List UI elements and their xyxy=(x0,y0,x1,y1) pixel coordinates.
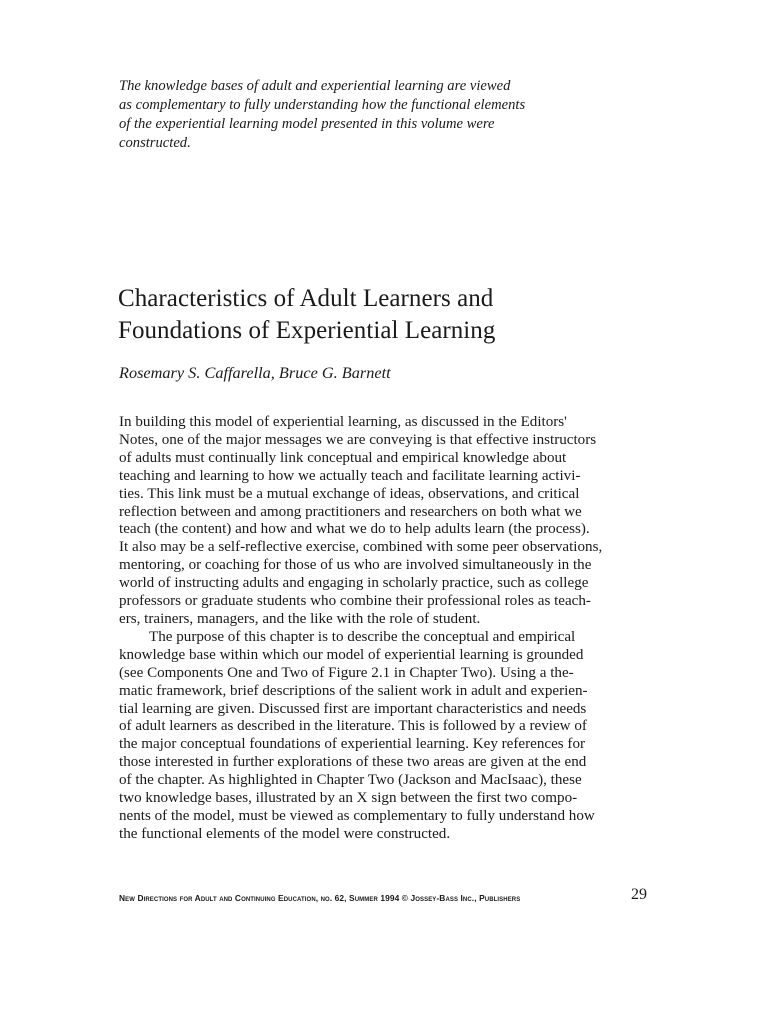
chapter-abstract xyxy=(119,77,579,153)
page-number: 29 xyxy=(631,886,647,903)
body-line: the functional elements of the model were constructed. xyxy=(119,825,451,842)
chapter-title xyxy=(118,283,678,347)
abstract-line: The knowledge bases of adult and experiential learning are viewed xyxy=(119,78,511,94)
body-line: knowledge base within which our model of experiential learning is grounded xyxy=(119,646,584,663)
body-line: ties. This link must be a mutual exchange of ideas, observations, and critical xyxy=(119,485,580,502)
title-line: Foundations of Experiential Learning xyxy=(118,317,496,344)
abstract-line: constructed. xyxy=(119,135,191,151)
journal-citation: New Directions for Adult and Continuing Education, no. 62, Summer 1994 © Jossey-Bass Inc., Publishers xyxy=(119,893,521,903)
body-line: of adults must continually link conceptual and empirical knowledge about xyxy=(119,449,567,466)
body-line: two knowledge bases, illustrated by an X sign between the first two compo- xyxy=(119,790,578,807)
body-line: matic framework, brief descriptions of the salient work in adult and experien- xyxy=(119,682,588,699)
page-footer xyxy=(119,886,659,910)
chapter-body xyxy=(119,414,659,844)
body-line: teach (the content) and how and what we do to help adults learn (the process). xyxy=(119,521,590,538)
body-line: reflection between and among practitioners and researchers on both what we xyxy=(119,503,582,520)
body-line: professors or graduate students who combine their professional roles as teach- xyxy=(119,593,591,610)
body-line: mentoring, or coaching for those of us who are involved simultaneously in the xyxy=(119,557,592,574)
chapter-authors: Rosemary S. Caffarella, Bruce G. Barnett xyxy=(119,363,391,382)
body-line: of adult learners as described in the literature. This is followed by a review of xyxy=(119,718,587,735)
body-line: Notes, one of the major messages we are conveying is that effective instructors xyxy=(119,431,597,448)
abstract-line: of the experiential learning model presented in this volume were xyxy=(119,116,495,132)
body-line: of the chapter. As highlighted in Chapter Two (Jackson and MacIsaac), these xyxy=(119,772,582,789)
body-paragraph-1 xyxy=(119,414,659,629)
body-line: ers, trainers, managers, and the like with the role of student. xyxy=(119,610,481,627)
body-line: the major conceptual foundations of experiential learning. Key references for xyxy=(119,736,586,753)
body-line: teaching and learning to how we actually teach and facilitate learning activi- xyxy=(119,467,581,484)
body-line: tial learning are given. Discussed first are important characteristics and needs xyxy=(119,700,587,717)
abstract-line: as complementary to fully understanding how the functional elements xyxy=(119,97,526,113)
body-paragraph-2 xyxy=(119,629,659,844)
body-line: The purpose of this chapter is to describe the conceptual and empirical xyxy=(149,628,576,645)
body-line: In building this model of experiential learning, as discussed in the Editors' xyxy=(119,414,567,430)
body-line: (see Components One and Two of Figure 2.1 in Chapter Two). Using a the- xyxy=(119,664,574,681)
body-line: nents of the model, must be viewed as complementary to fully understand how xyxy=(119,807,595,824)
title-line: Characteristics of Adult Learners and xyxy=(118,285,494,312)
body-line: those interested in further explorations of these two areas are given at the end xyxy=(119,754,587,771)
body-line: world of instructing adults and engaging in scholarly practice, such as college xyxy=(119,575,589,592)
body-line: It also may be a self-reflective exercise, combined with some peer observations, xyxy=(119,539,603,556)
